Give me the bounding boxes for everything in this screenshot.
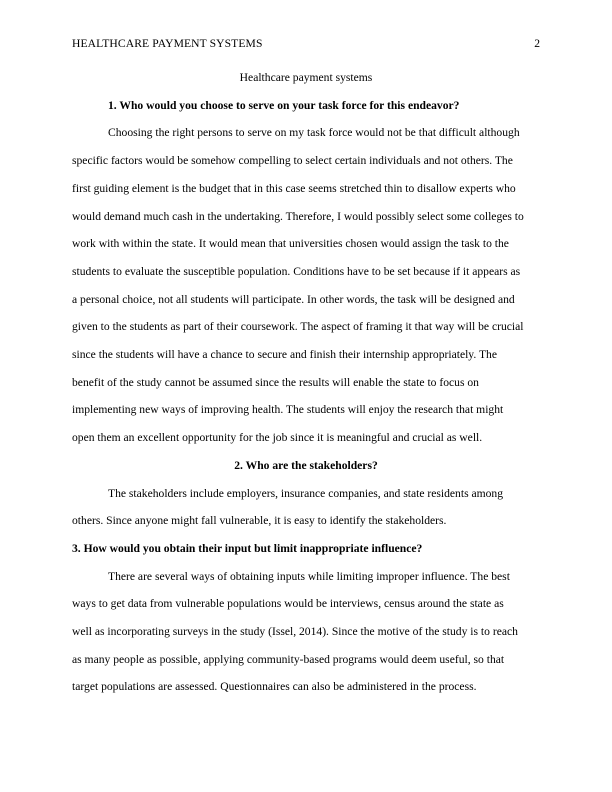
question-3-answer	[72, 563, 540, 702]
paragraph-line: The stakeholders include employers, insurance companies, and state residents among	[108, 486, 504, 500]
question-1-answer	[72, 119, 540, 451]
paragraph-line: given to the students as part of their coursework. The aspect of framing it that way will be crucial	[72, 320, 524, 334]
paragraph-line: ways to get data from vulnerable populations would be interviews, census around the state as	[72, 597, 504, 611]
document-title: Healthcare payment systems	[239, 71, 373, 84]
document-body	[72, 64, 540, 701]
running-head: HEALTHCARE PAYMENT SYSTEMS	[72, 37, 263, 50]
paragraph-line: implementing new ways of improving health. The students will enjoy the research that might	[72, 403, 504, 417]
question-3-heading: 3. How would you obtain their input but limit inappropriate influence?	[72, 541, 423, 555]
paragraph-line: open them an excellent opportunity for the job since it is meaningful and crucial as well.	[72, 431, 483, 445]
paragraph-line: well as incorporating surveys in the study (Issel, 2014). Since the motive of the study is to reach	[72, 625, 518, 639]
paragraph-line: students to evaluate the susceptible population. Conditions have to be set because if it appears as	[72, 264, 521, 278]
paragraph-line: specific factors would be somehow compelling to select certain individuals and not others. The	[72, 154, 513, 168]
paragraph-line: benefit of the study cannot be assumed since the results will enable the state to focus on	[72, 375, 479, 389]
page-number: 2	[534, 37, 540, 50]
question-1-heading: 1. Who would you choose to serve on your task force for this endeavor?	[108, 98, 460, 112]
paragraph-line: would demand much cash in the undertaking. Therefore, I would possibly select some colleges to	[72, 209, 524, 223]
paragraph-line: first guiding element is the budget that in this case seems stretched thin to disallow experts who	[72, 181, 516, 195]
paragraph-line: others. Since anyone might fall vulnerable, it is easy to identify the stakeholders.	[72, 514, 447, 528]
paragraph-line: since the students will have a chance to secure and finish their internship appropriately. The	[72, 348, 497, 362]
paragraph-line: Choosing the right persons to serve on my task force would not be that difficult although	[108, 126, 520, 140]
page-header	[72, 37, 540, 53]
question-2-heading: 2. Who are the stakeholders?	[234, 458, 378, 472]
question-2-answer	[72, 480, 540, 535]
paragraph-line: as many people as possible, applying community-based programs would deem useful, so that	[72, 652, 505, 666]
paragraph-line: work with within the state. It would mean that universities chosen would assign the task to the	[72, 237, 509, 251]
paragraph-line: a personal choice, not all students will participate. In other words, the task will be designed and	[72, 292, 515, 306]
paragraph-line: target populations are assessed. Questionnaires can also be administered in the process.	[72, 680, 477, 694]
paragraph-line: There are several ways of obtaining inputs while limiting improper influence. The best	[108, 569, 510, 583]
